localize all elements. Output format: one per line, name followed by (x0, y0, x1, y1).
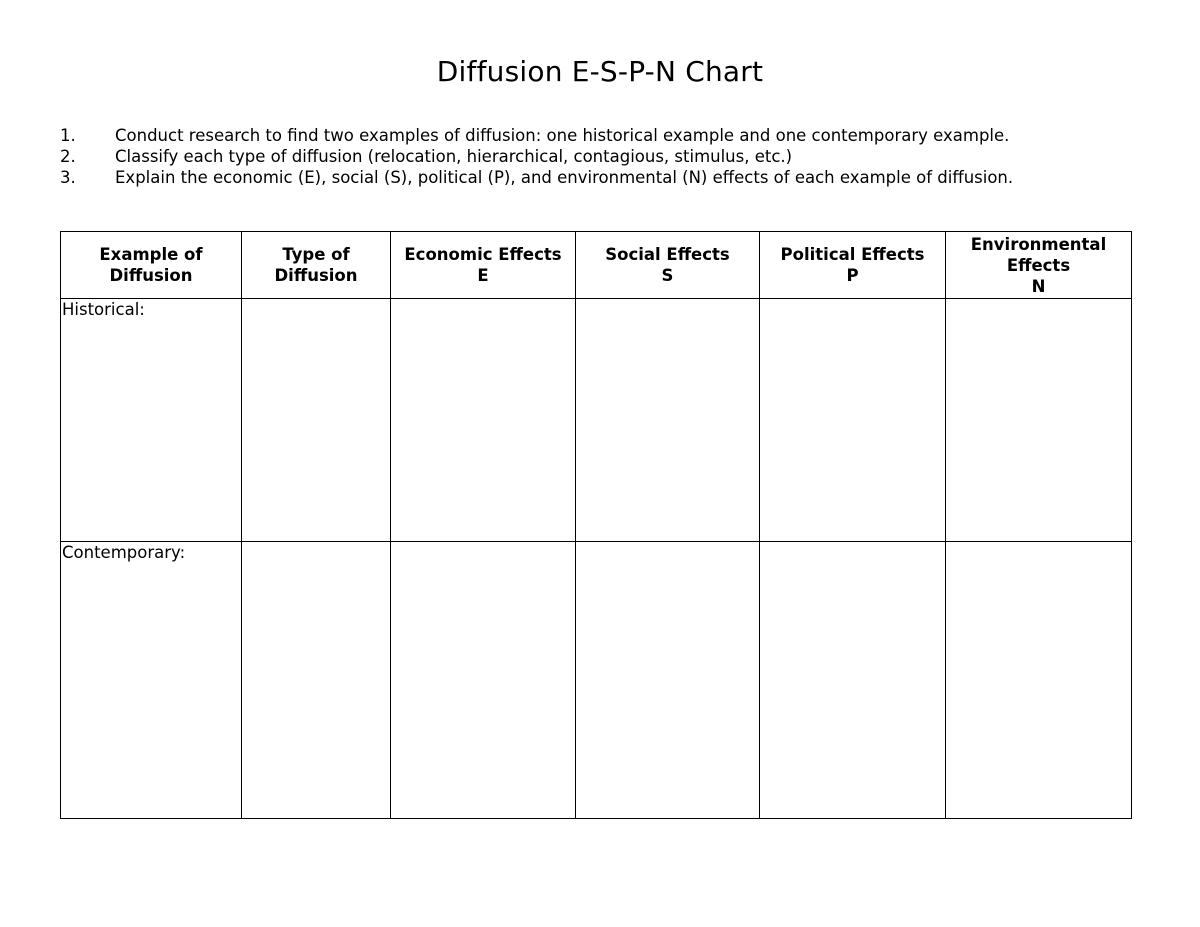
header-environmental-effects: Environmental Effects N (946, 232, 1132, 299)
cell-social-contemporary[interactable] (576, 542, 760, 819)
header-political-effects: Political Effects P (760, 232, 946, 299)
instruction-number: 3. (60, 168, 76, 187)
header-social-effects: Social Effects S (576, 232, 760, 299)
cell-political-historical[interactable] (760, 299, 946, 542)
row-label-contemporary: Contemporary: (62, 543, 186, 562)
instruction-item (60, 167, 1150, 188)
instruction-text: Conduct research to find two examples of diffusion: one historical example and one contemporary example. (115, 126, 1010, 145)
cell-example-historical[interactable] (61, 299, 242, 542)
cell-political-contemporary[interactable] (760, 542, 946, 819)
header-economic-effects: Economic Effects E (391, 232, 576, 299)
table-header-row (61, 232, 1132, 299)
instruction-text: Classify each type of diffusion (relocation, hierarchical, contagious, stimulus, etc.) (115, 147, 793, 166)
espn-chart-table (60, 231, 1132, 819)
instruction-text: Explain the economic (E), social (S), political (P), and environmental (N) effects of each example of diffusion. (115, 168, 1014, 187)
cell-type-contemporary[interactable] (242, 542, 391, 819)
page-title: Diffusion E-S-P-N Chart (436, 55, 764, 88)
instruction-number: 1. (60, 126, 76, 145)
table-row-contemporary (61, 542, 1132, 819)
header-type-of-diffusion: Type of Diffusion (242, 232, 391, 299)
cell-social-historical[interactable] (576, 299, 760, 542)
header-example-of-diffusion: Example of Diffusion (61, 232, 242, 299)
instructions-list (60, 125, 1150, 188)
cell-environmental-historical[interactable] (946, 299, 1132, 542)
row-label-historical: Historical: (62, 300, 145, 319)
cell-economic-contemporary[interactable] (391, 542, 576, 819)
instruction-number: 2. (60, 147, 76, 166)
cell-example-contemporary[interactable] (61, 542, 242, 819)
table-row-historical (61, 299, 1132, 542)
instruction-item (60, 146, 1150, 167)
cell-type-historical[interactable] (242, 299, 391, 542)
instruction-item (60, 125, 1150, 146)
cell-environmental-contemporary[interactable] (946, 542, 1132, 819)
cell-economic-historical[interactable] (391, 299, 576, 542)
